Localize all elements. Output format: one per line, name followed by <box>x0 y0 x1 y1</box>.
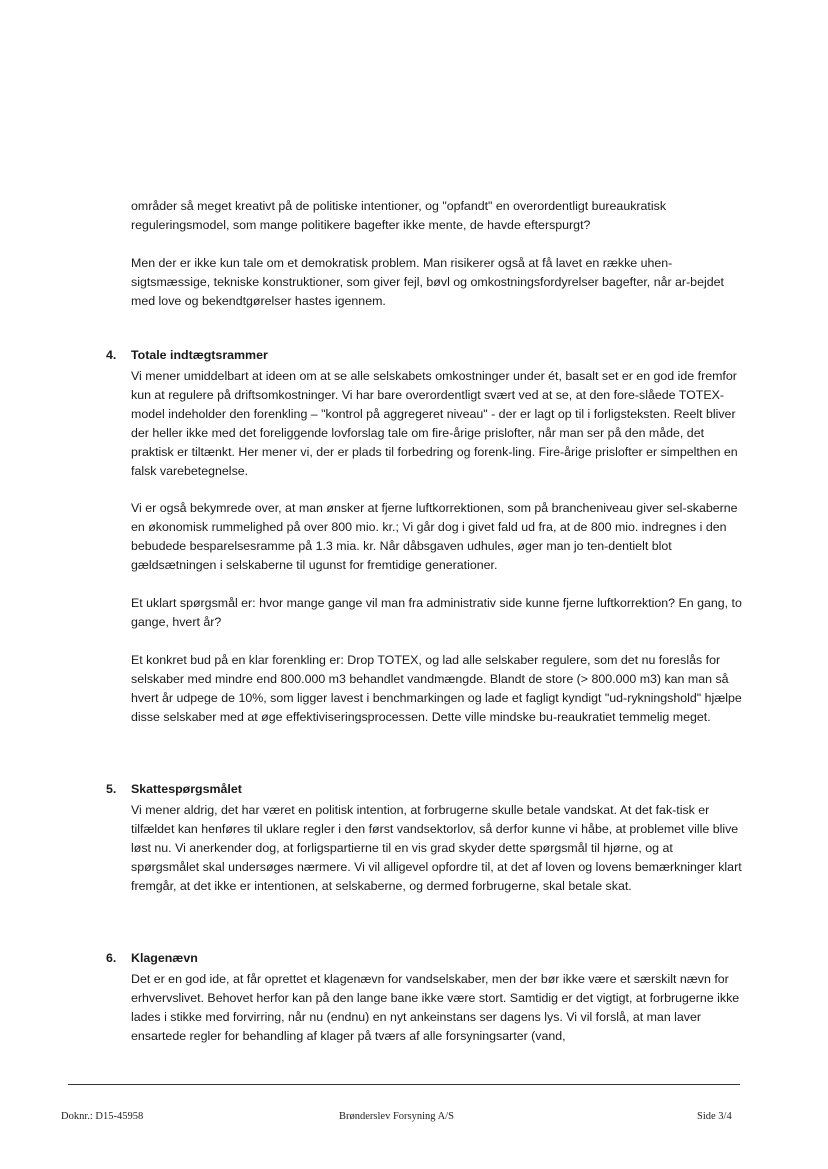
section-5-paragraph-1: Vi mener aldrig, det har været en politisk intention, at forbrugerne skulle betale vandskat. At det fak-tisk er tilfældet kan henføres til uklare regler i den først vandsektorlov, så derfor kunne vi håbe, at problemet ville blive løst nu. Vi anerkender dog, at forligspartierne til en vis grad skyder dette spørgsmål til hjørne, og at spørgsmålet skal undersøges nærmere. Vi vil alligevel opfordre til, at det af loven og lovens bemærkninger klart fremgår, at det ikke er intentionen, at selskaberne, og dermed forbrugerne, skal betale skat. <box>131 803 742 893</box>
paragraph-democratic-problem: Men der er ikke kun tale om et demokratisk problem. Man risikerer også at få lavet en række uhen-sigtsmæssige, tekniske konstruktioner, som giver fejl, bøvl og omkostningsfordyrelser bagefter, når ar-bejdet med love og bekendtgørelser hastes igennem. <box>131 256 724 308</box>
footer-company: Brønderslev Forsyning A/S <box>339 1111 454 1122</box>
footer-page-number: Side 3/4 <box>697 1111 732 1122</box>
section-number: 5. <box>106 782 117 796</box>
footer-divider <box>68 1084 740 1085</box>
section-heading: Skattespørgsmålet <box>131 782 242 796</box>
section-4-paragraph-4: Et konkret bud på en klar forenkling er: Drop TOTEX, og lad alle selskaber regulere, som det nu foreslås for selskaber med mindre end 800.000 m3 behandlet vandmængde. Blandt de store (> 800.000 m3) kan man så hvert år udpege de 10%, som ligger lavest i benchmarkingen og lade et fagligt kyndigt "ud-rykningshold" hjælpe disse selskaber med at øge effektiviseringsprocessen. Dette ville mindske bu-reaukratiet temmelig meget. <box>131 653 742 724</box>
paragraph-intro-continued: områder så meget kreativt på de politiske intentioner, og "opfandt" en overordentligt bureaukratisk reguleringsmodel, som mange politikere bagefter ikke mente, de havde efterspurgt? <box>131 199 667 232</box>
section-4-paragraph-1: Vi mener umiddelbart at ideen om at se alle selskabets omkostninger under ét, basalt set er en god ide fremfor kun at regulere på driftsomkostninger. Vi har bare overordentligt svært ved at se, at den fore-slåede TOTEX-model indeholder den forenkling – "kontrol på aggregeret niveau" - der er lagt op til i forligsteksten. Reelt bliver der heller ikke med det foreliggende lovforslag tale om fire-årige prislofter, når man ser på den måde, det praktisk er tiltænkt. Her mener vi, der er plads til forbedring og forenk-ling. Fire-årige prislofter er simpelthen en falsk varebetegnelse. <box>131 369 738 478</box>
section-4-paragraph-2: Vi er også bekymrede over, at man ønsker at fjerne luftkorrektionen, som på brancheniveau giver sel-skaberne en økonomisk rummelighed på over 800 mio. kr.; Vi går dog i givet fald ud fra, at de 800 mio. indregnes i den bebudede besparelsesramme på 1.3 mia. kr. Når dåbsgaven udhules, øger man jo ten-dentielt blot gældsætningen i selskaberne til ugunst for fremtidige generationer. <box>131 501 738 572</box>
section-6-paragraph-1: Det er en god ide, at får oprettet et klagenævn for vandselskaber, men der bør ikke være et særskilt nævn for erhvervslivet. Behovet herfor kan på den lange bane ikke være stort. Samtidig er det vigtigt, at forbrugerne ikke lades i stikke med forvirring, når nu (endnu) en nyt ankeinstans ser dagens lys. Vi vil forslå, at man laver ensartede regler for behandling af klager på tværs af alle forsyningsarter (vand, <box>131 972 740 1043</box>
section-number: 6. <box>106 951 117 965</box>
section-heading: Klagenævn <box>131 951 198 965</box>
section-number: 4. <box>106 348 117 362</box>
section-heading: Totale indtægtsrammer <box>131 348 268 362</box>
footer-doc-number: Doknr.: D15-45958 <box>61 1111 144 1122</box>
section-4-paragraph-3: Et uklart spørgsmål er: hvor mange gange vil man fra administrativ side kunne fjerne luftkorrektion? En gang, to gange, hvert år? <box>131 596 742 629</box>
